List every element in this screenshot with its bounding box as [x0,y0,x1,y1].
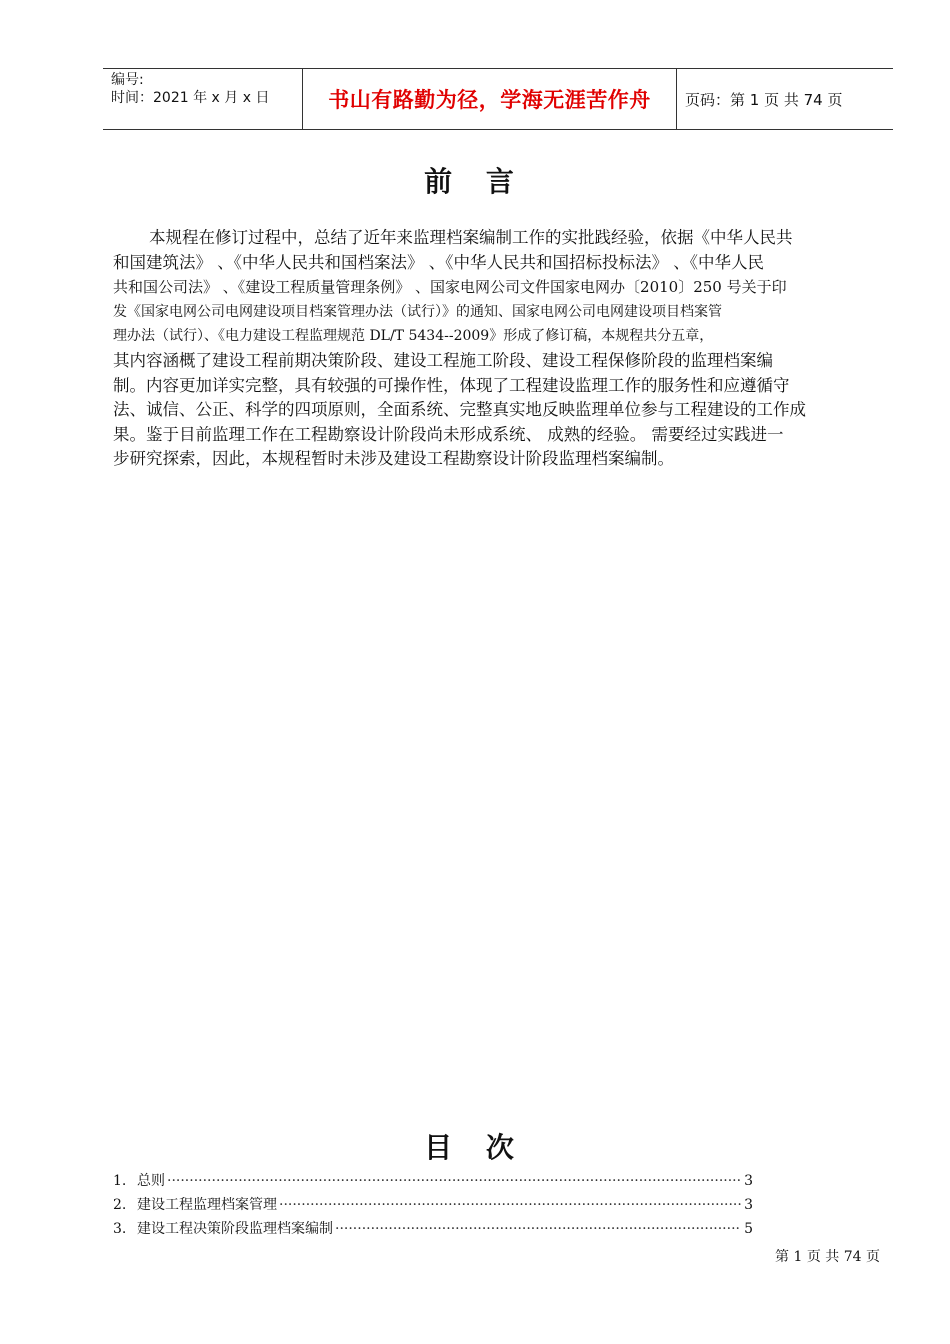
toc-item-page: 3 [744,1173,753,1189]
toc-leader [167,1169,741,1193]
preface-line: 制。内容更加详实完整，具有较强的可操作性，体现了工程建设监理工作的服务性和应遵循守 [113,375,790,395]
header-motto: 书山有路勤为径，学海无涯苦作舟 [303,69,677,129]
header-number: 编号: [111,72,144,88]
header-meta [103,69,303,129]
preface-line: 理办法（试行）、《电力建设工程监理规范 DL/T 5434--2009》形成了修订稿，本规程共分五章， [113,328,714,345]
preface-line: 发《国家电网公司电网建设项目档案管理办法（试行）》的通知、国家电网公司电网建设项目档案管 [113,303,722,320]
toc-item-label: 总则 [137,1173,165,1189]
toc-item-page: 3 [744,1197,753,1213]
preface-line: 步研究探索，因此，本规程暂时未涉及建设工程勘察设计阶段监理档案编制。 [113,449,674,469]
preface-line: 本规程在修订过程中，总结了近年来监理档案编制工作的实批践经验，依据《中华人民共 [149,228,793,247]
preface-line: 共和国公司法》 、《建设工程质量管理条例》 、国家电网公司文件国家电网办〔2010〕250 号关于印 [113,278,787,297]
toc-item-label: 建设工程决策阶段监理档案编制 [137,1221,333,1237]
preface-line: 法、诚信、公正、科学的四项原则，全面系统、完整真实地反映监理单位参与工程建设的工作成 [113,400,806,420]
page-footer: 第 1 页 共 74 页 [775,1249,880,1265]
toc-item[interactable] [113,1217,753,1241]
toc-item-page: 5 [744,1221,753,1237]
toc-leader [279,1193,741,1217]
preface-title: 前 言 [424,165,526,198]
toc-item-number: 3. [113,1221,127,1237]
toc-leader [335,1217,741,1241]
toc-title: 目 次 [424,1131,526,1164]
header-page-number: 页码：第 1 页 共 74 页 [685,90,843,109]
toc-item[interactable] [113,1193,753,1217]
preface-body [113,226,883,472]
page-header [103,68,893,130]
preface-line: 和国建筑法》 、《中华人民共和国档案法》 、《中华人民共和国招标投标法》 、《中华人民 [113,252,764,272]
preface-line: 果。鉴于目前监理工作在工程勘察设计阶段尚未形成系统、 成熟的经验。 需要经过实践进一 [113,424,784,444]
toc-item-number: 2. [113,1197,127,1213]
preface-line: 其内容涵概了建设工程前期决策阶段、建设工程施工阶段、建设工程保修阶段的监理档案编 [113,350,773,370]
toc-item[interactable] [113,1169,753,1193]
toc-item-number: 1. [113,1173,127,1189]
table-of-contents [113,1169,753,1241]
toc-item-label: 建设工程监理档案管理 [137,1197,277,1213]
header-time: 时间：2021 年 x 月 x 日 [111,90,270,106]
